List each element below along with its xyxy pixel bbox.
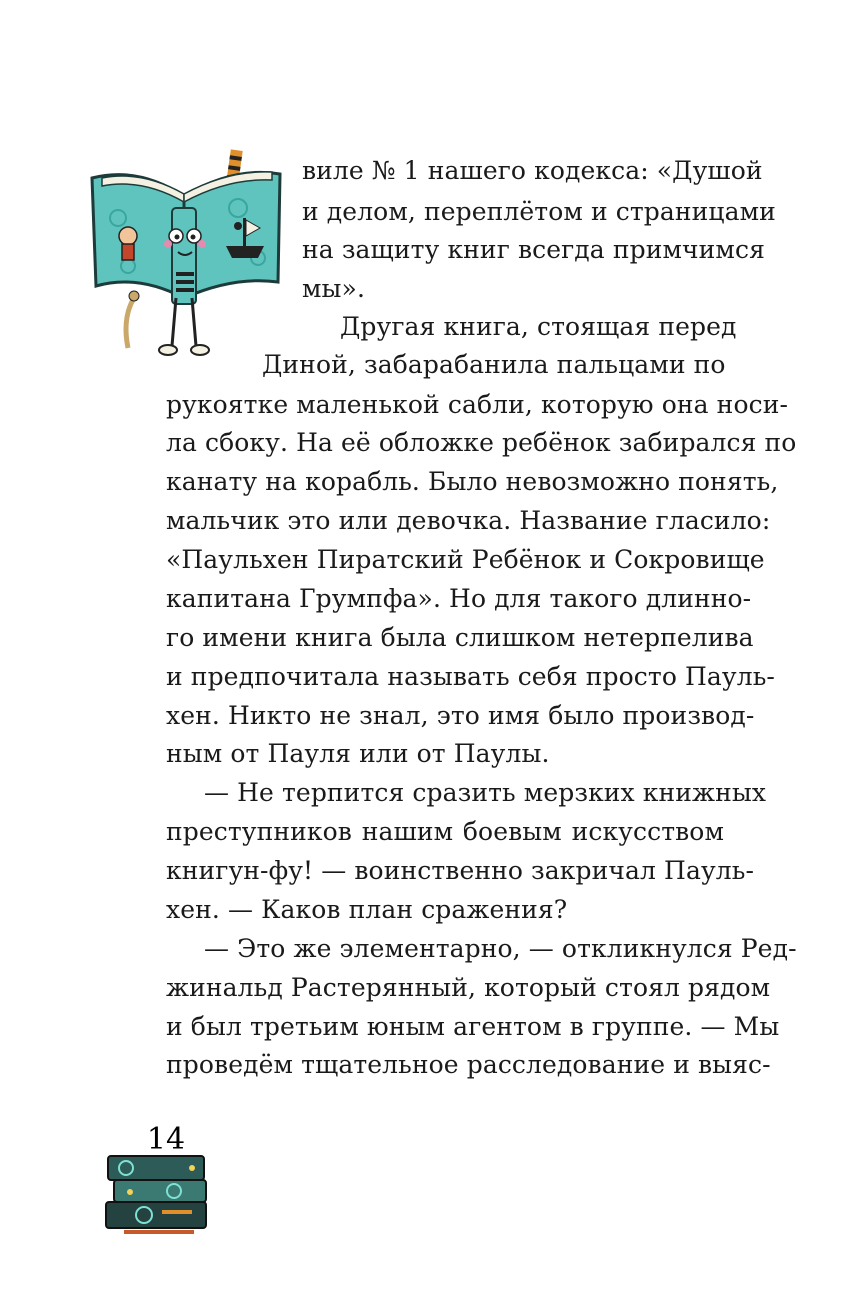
pirate-book-character-illustration [88, 148, 288, 358]
text-line: го имени книга была слишком нетерпелива [166, 623, 754, 652]
text-line: на защиту книг всегда примчимся [302, 235, 765, 264]
text-line: и предпочитала называть себя просто Пауль- [166, 662, 775, 691]
text-line: ным от Пауля или от Паулы. [166, 739, 550, 768]
text-line: — Не терпится сразить мерзких книжных [204, 778, 767, 807]
text-line: хен. Никто не знал, это имя было производ- [166, 701, 755, 730]
text-line: преступников нашим боевым искусством [166, 817, 724, 846]
text-line: и был третьим юным агентом в группе. — Мы [166, 1012, 780, 1041]
text-line: хен. — Каков план сражения? [166, 895, 568, 924]
text-line: и делом, переплётом и страницами [302, 197, 776, 226]
text-line: Другая книга, стоящая перед [340, 312, 737, 341]
text-line: мы». [302, 274, 365, 303]
text-line: виле № 1 нашего кодекса: «Душой [302, 156, 763, 185]
text-line: проведём тщательное расследование и выяс- [166, 1050, 771, 1079]
text-line: жинальд Растерянный, который стоял рядом [166, 973, 771, 1002]
text-line: книгун-фу! — воинственно закричал Пауль- [166, 856, 755, 885]
text-line: рукоятке маленькой сабли, которую она носи- [166, 390, 789, 419]
text-line: Диной, забарабанила пальцами по [262, 350, 726, 379]
text-line: мальчик это или девочка. Название гласило: [166, 506, 771, 535]
text-line: — Это же элементарно, — откликнулся Ред- [204, 934, 797, 963]
page-number: 14 [146, 1122, 186, 1157]
text-line: «Паульхен Пиратский Ребёнок и Сокровище [166, 545, 765, 574]
text-line: канату на корабль. Было невозможно понять, [166, 467, 779, 496]
text-line: капитана Грумпфа». Но для такого длинно- [166, 584, 752, 613]
text-line: ла сбоку. На её обложке ребёнок забирался по [166, 428, 797, 457]
